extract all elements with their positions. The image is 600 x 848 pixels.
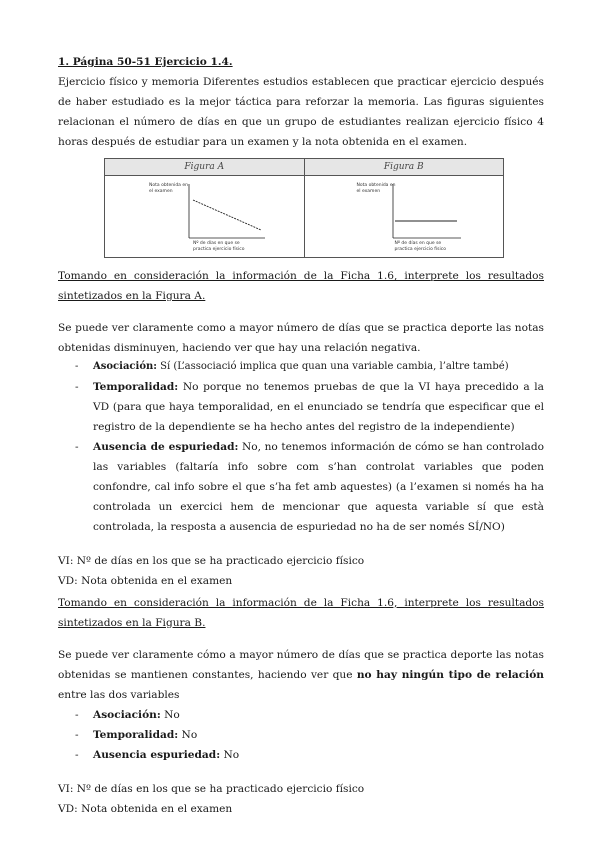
figure-a-ylabel: Nota obtenida en el examen: [149, 183, 188, 194]
section-a-list: [58, 358, 544, 537]
list-item: - Ausencia espuriedad: No: [58, 745, 544, 765]
list-item: - Ausencia de espuriedad: No, no tenemos información de cómo se han controlado las variables (faltaría info sobre com s’han controlat variables que poden confondre, cal info sobre el que s’ha fet amb aquestes) (a l’examen si només ha ha controlada un exercici hem de mencionar que aquesta variable sí que està controlada, la resposta a ausencia de espuriedad no ha de ser només SÍ/NO): [58, 437, 544, 537]
figure-a-xlabel: Nº de días en que se practica ejercicio físico: [193, 241, 245, 252]
section-a-vd: VD: Nota obtenida en el examen: [58, 574, 233, 587]
intro-paragraph: Ejercicio físico y memoria Diferentes estudios establecen que practicar ejercicio después de haber estudiado es la mejor táctica para reforzar la memoria. Las figuras siguientes relacionan el número de días en que un grupo de estudiantes realizan ejercicio físico 4 horas después de estudiar para un examen y la nota obtenida en el examen.: [58, 76, 544, 148]
list-item: - Asociación: Sí (L’associació implica que quan una variable cambia, l’altre també): [58, 358, 544, 377]
section-b-answer: Se puede ver claramente cómo a mayor número de días que se practica deporte las notas obtenidas se mantienen constantes, haciendo ver que no hay ningún tipo de relación entre las dos variables: [58, 648, 544, 701]
figure-b: [304, 159, 504, 257]
figure-a-title: Figura A: [105, 159, 304, 176]
section-a-question: Tomando en consideración la información de la Ficha 1.6, interprete los resultados sintetizados en la Figura A.: [58, 270, 544, 302]
list-item: - Asociación: No: [58, 705, 544, 725]
section-b-vd: VD: Nota obtenida en el examen: [58, 802, 233, 815]
figure-a-trend-line: [193, 200, 261, 230]
list-item: - Temporalidad: No porque no tenemos pruebas de que la VI haya precedido a la VD (para que haya temporalidad, en el enunciado se tendría que especificar que el registro de la dependiente se ha hecho antes del registro de la independiente): [58, 377, 544, 437]
figures-table: [104, 158, 504, 258]
section-b-vi: VI: Nº de días en los que se ha practicado ejercicio físico: [58, 782, 365, 795]
figure-b-ylabel: Nota obtenida en el examen: [356, 183, 396, 194]
document-page: [58, 52, 544, 819]
figure-a-plot: [105, 176, 304, 256]
section-a-answer: Se puede ver claramente como a mayor número de días que se practica deporte las notas obtenidas disminuyen, haciendo ver que hay una relación negativa.: [58, 322, 544, 354]
section-b-list: [58, 705, 544, 765]
section-a-vi: VI: Nº de días en los que se ha practicado ejercicio físico: [58, 554, 365, 567]
figure-b-plot: [305, 176, 504, 256]
exercise-heading: 1. Página 50-51 Ejercicio 1.4.: [58, 56, 233, 68]
figure-a: [105, 159, 304, 257]
figure-b-title: Figura B: [305, 159, 504, 176]
figure-b-xlabel: Nº de días en que se practica ejercicio físico: [394, 241, 446, 252]
section-b-question: Tomando en consideración la información de la Ficha 1.6, interprete los resultados sintetizados en la Figura B.: [58, 596, 544, 629]
list-item: - Temporalidad: No: [58, 725, 544, 745]
